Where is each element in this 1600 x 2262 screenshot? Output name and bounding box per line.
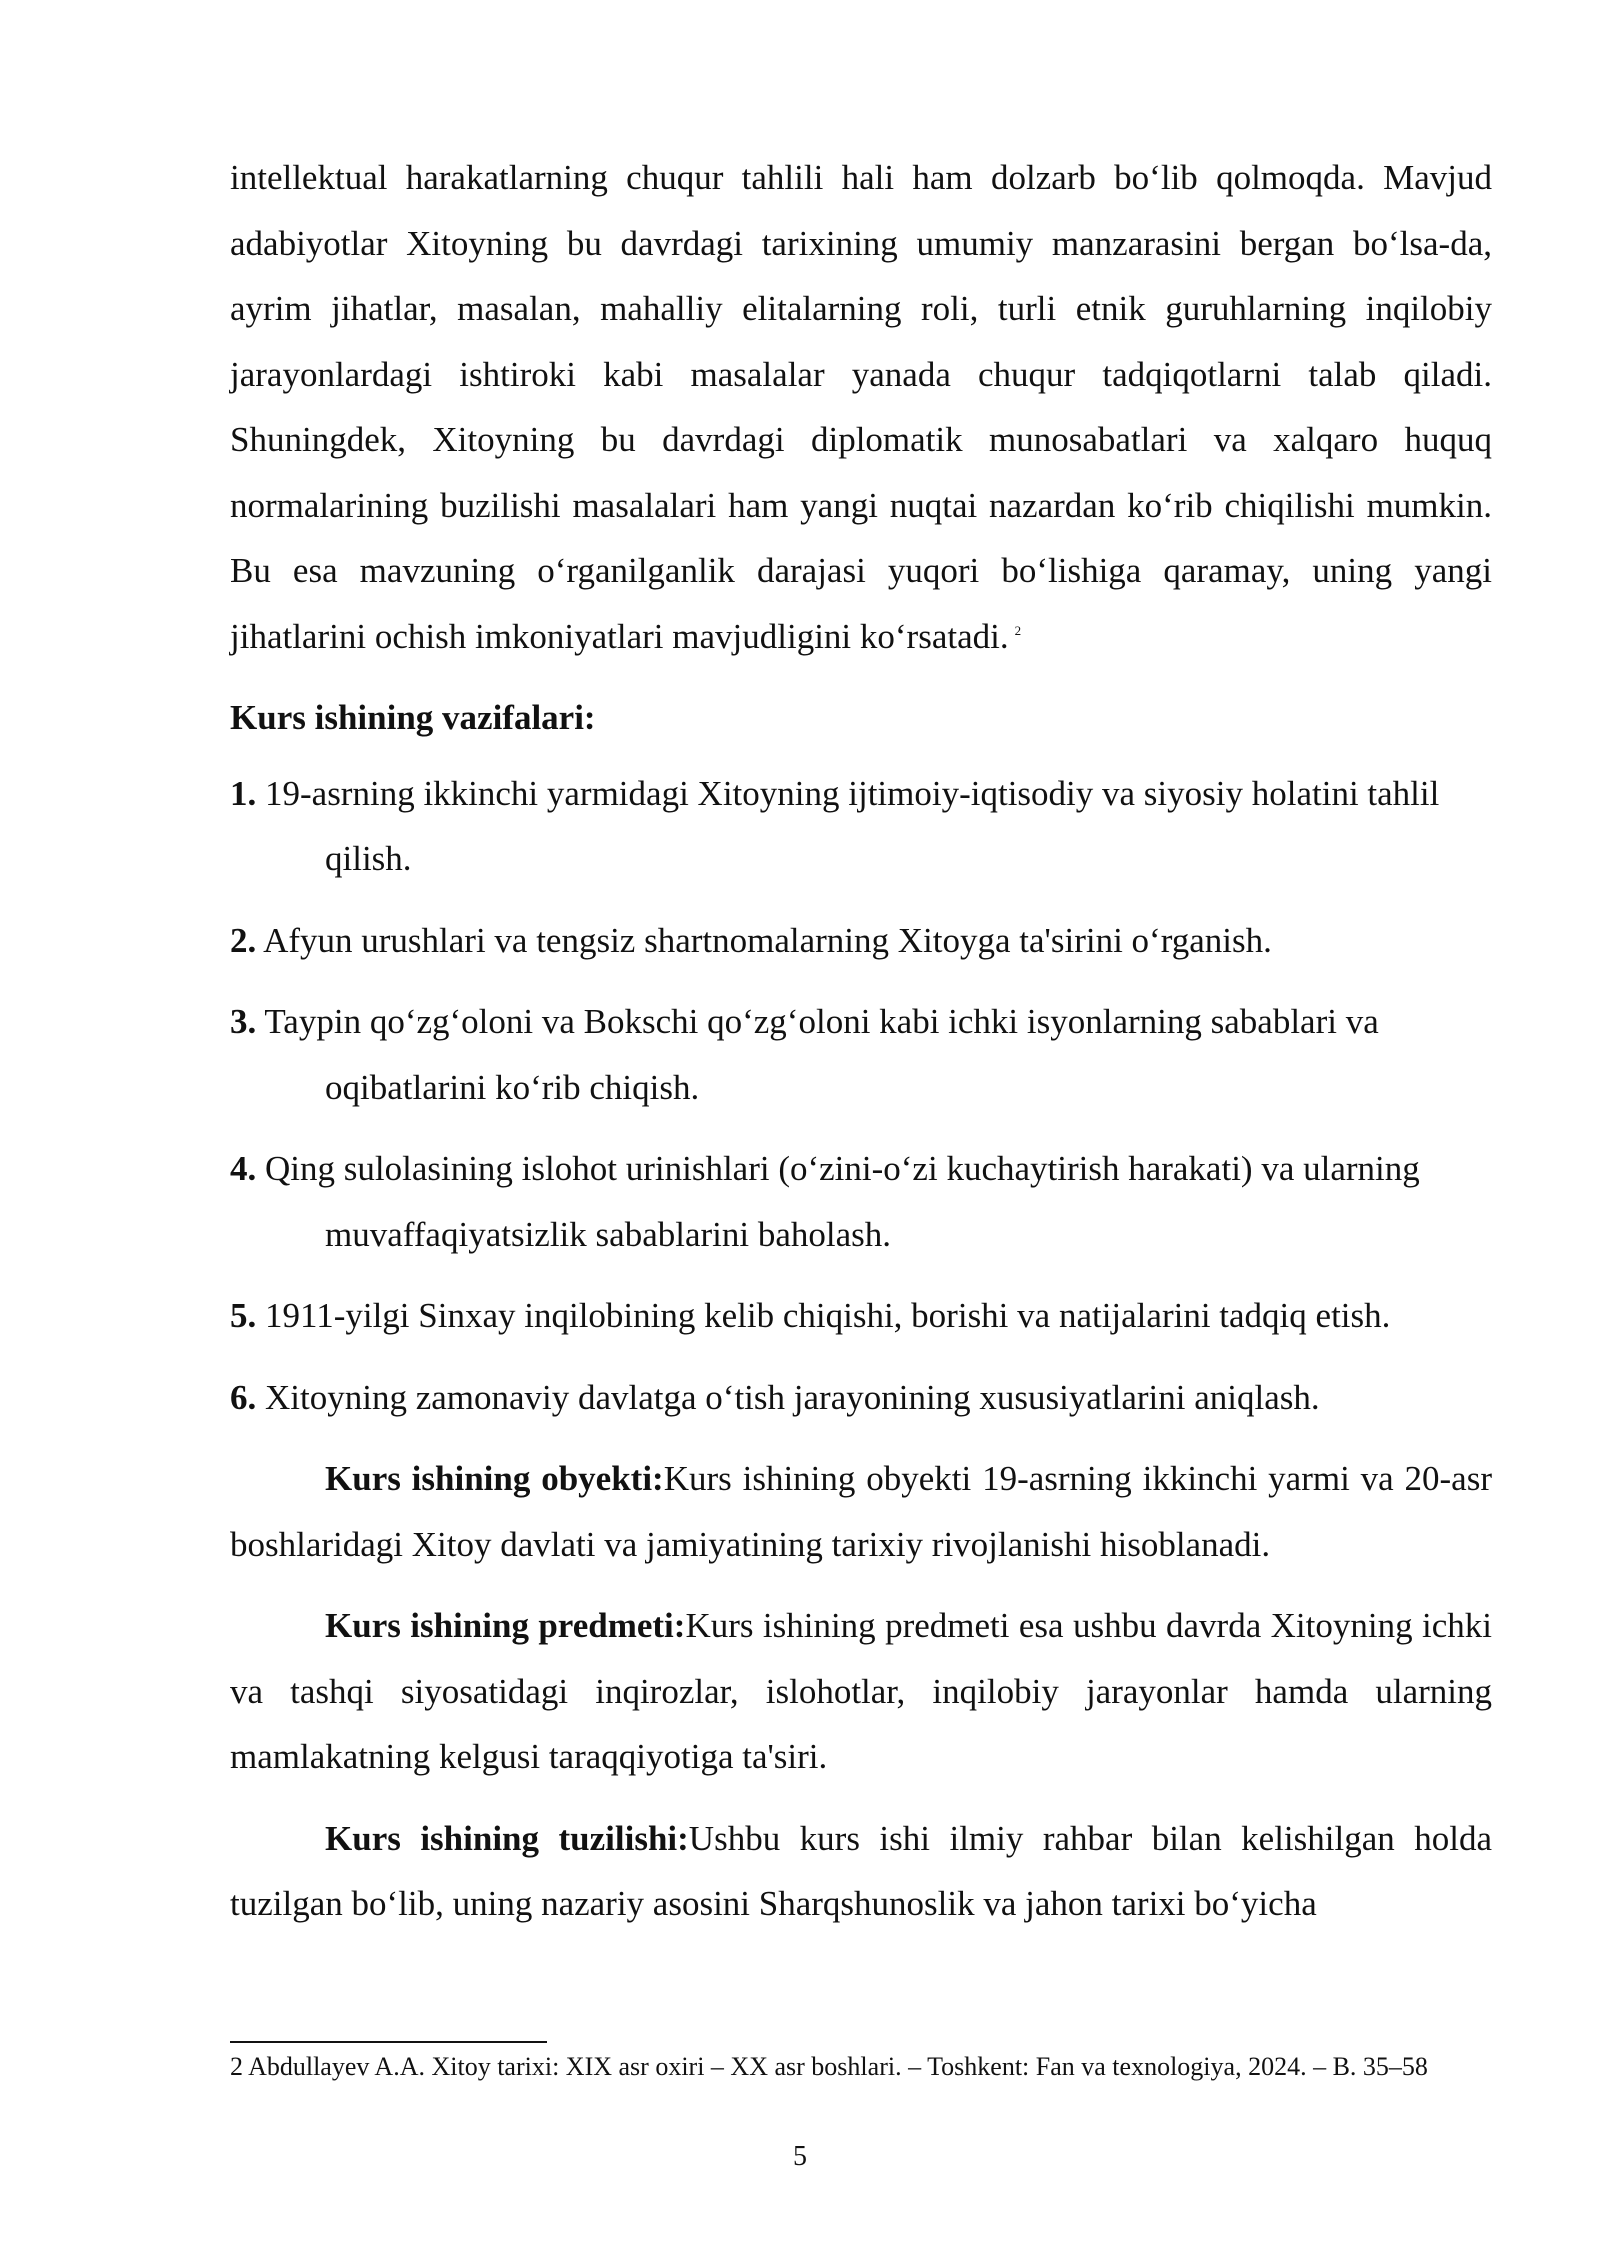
list-item-text: 19-asrning ikkinchi yarmidagi Xitoyning ijtimoiy-iqtisodiy va siyosiy holatini tahlil qilish. <box>265 773 1440 878</box>
footnote: 2 Abdullayev A.A. Xitoy tarixi: XIX asr oxiri – XX asr boshlari. – Toshkent: Fan va texnologiya, 2024. – B. 35–58 <box>230 2052 1428 2081</box>
object-section-text: Kurs ishining obyekti 19-asrning ikkinchi yarmi va 20-asr boshlaridagi Xitoy davlati va jamiyatining tarixiy rivojlanishi hisoblanadi. <box>230 1459 1492 1564</box>
subject-section-label: Kurs ishining predmeti: <box>325 1606 686 1645</box>
page-number: 5 <box>793 2141 807 2172</box>
list-item <box>230 1136 1492 1267</box>
list-item-number: 6. <box>230 1377 257 1417</box>
list-item <box>230 1365 1492 1431</box>
list-item-number: 4. <box>230 1149 257 1188</box>
list-item-text: Qing sulolasining islohot urinishlari (o‘zini-o‘zi kuchaytirish harakati) va ularning muvaffaqiyatsizlik sabablarini baholash. <box>265 1149 1420 1254</box>
list-item-number: 3. <box>230 1002 257 1041</box>
object-section-label: Kurs ishining obyekti: <box>325 1459 664 1498</box>
list-item <box>230 989 1492 1120</box>
list-item-text: 1911-yilgi Sinxay inqilobining kelib chiqishi, borishi va natijalarini tadqiq etish. <box>265 1296 1391 1335</box>
object-section <box>230 1446 1492 1577</box>
structure-section <box>230 1806 1492 1937</box>
structure-section-text: Ushbu kurs ishi ilmiy rahbar bilan kelishilgan holda tuzilgan bo‘lib, uning nazariy asosini Sharqshunoslik va jahon tarixi bo‘yicha <box>230 1818 1492 1923</box>
list-item <box>230 1283 1492 1349</box>
footnote-separator <box>230 2041 547 2043</box>
list-item-text: Xitoyning zamonaviy davlatga o‘tish jarayonining xususiyatlarini aniqlash. <box>265 1377 1320 1417</box>
footnote-reference[interactable]: 2 <box>1014 622 1022 638</box>
subject-section <box>230 1593 1492 1790</box>
intro-paragraph <box>230 145 1492 669</box>
list-item <box>230 761 1492 892</box>
tasks-heading: Kurs ishining vazifalari: <box>230 698 596 737</box>
intro-paragraph-text: intellektual harakatlarning chuqur tahlili hali ham dolzarb bo‘lib qolmoqda. Mavjud adabiyotlar Xitoyning bu davrdagi tarixining umumiy manzarasini bergan bo‘lsa-da, ayrim jihatlar, masalan, mahalliy elitalarning roli, turli etnik guruhlarning inqilobiy jarayonlardagi ishtiroki kabi masalalar yanada chuqur tadqiqotlarni talab qiladi. Shuningdek, Xitoyning bu davrdagi diplomatik munosabatlari va xalqaro huquq normalarining buzilishi masalalari ham yangi nuqtai nazardan ko‘rib chiqilishi mumkin. Bu esa mavzuning o‘rganilganlik darajasi yuqori bo‘lishiga qaramay, uning yangi jihatlarini ochish imkoniyatlari mavjudligini ko‘rsatadi. <box>230 158 1492 656</box>
body-text <box>230 145 1492 1937</box>
list-item <box>230 908 1492 974</box>
list-item-number: 5. <box>230 1296 257 1335</box>
list-item-text: Afyun urushlari va tengsiz shartnomalarning Xitoyga ta'sirini o‘rganish. <box>263 920 1272 960</box>
structure-section-label: Kurs ishining tuzilishi: <box>325 1818 689 1858</box>
list-item-number: 1. <box>230 773 257 813</box>
list-item-text: Taypin qo‘zg‘oloni va Bokschi qo‘zg‘oloni kabi ichki isyonlarning sabablari va oqibatlarini ko‘rib chiqish. <box>264 1002 1379 1107</box>
subject-section-text: Kurs ishining predmeti esa ushbu davrda Xitoyning ichki va tashqi siyosatidagi inqirozlar, islohotlar, inqilobiy jarayonlar hamda ularning mamlakatning kelgusi taraqqiyotiga ta'siri. <box>230 1606 1492 1776</box>
list-item-number: 2. <box>230 920 257 960</box>
tasks-list <box>230 761 1492 1431</box>
